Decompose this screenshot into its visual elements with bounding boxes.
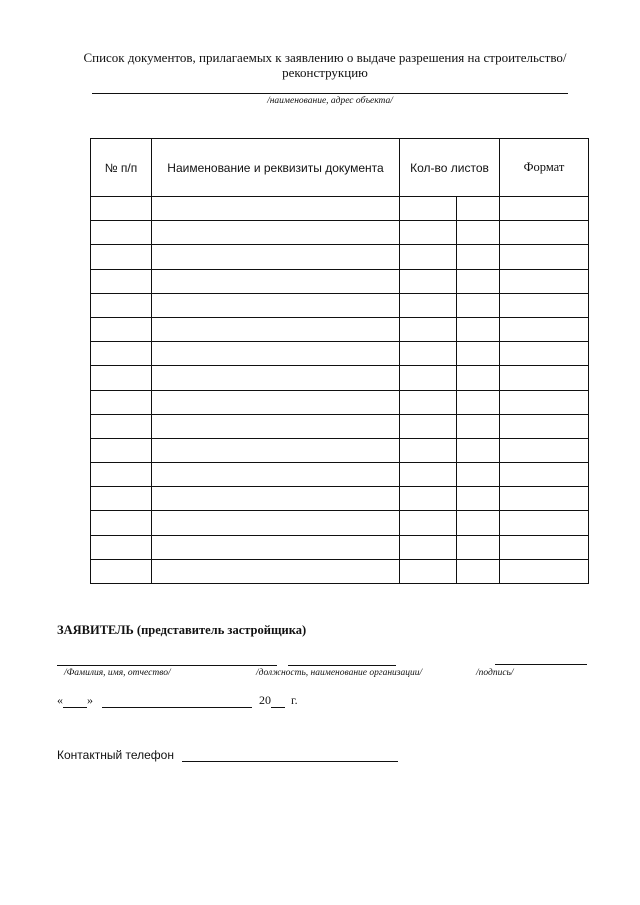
cell-number[interactable] [91,221,152,245]
cell-number[interactable] [91,438,152,462]
cell-number[interactable] [91,293,152,317]
table-row [91,245,589,269]
table-row [91,535,589,559]
name-field[interactable] [57,665,277,666]
table-row [91,414,589,438]
phone-label: Контактный телефон [57,748,174,762]
table-row [91,559,589,583]
cell-document[interactable] [152,511,400,535]
cell-document[interactable] [152,245,400,269]
cell-sheets-b[interactable] [457,317,500,341]
cell-document[interactable] [152,317,400,341]
cell-format[interactable] [500,559,589,583]
cell-sheets-b[interactable] [457,463,500,487]
cell-sheets-a[interactable] [400,414,457,438]
object-caption: /наименование, адрес объекта/ [267,96,393,106]
header-document: Наименование и реквизиты документа [152,139,400,197]
cell-sheets-b[interactable] [457,487,500,511]
cell-sheets-b[interactable] [457,342,500,366]
table-header-row [91,139,589,197]
table-row [91,511,589,535]
cell-format[interactable] [500,245,589,269]
cell-sheets-a[interactable] [400,269,457,293]
object-name-field[interactable] [92,93,568,94]
cell-format[interactable] [500,269,589,293]
cell-number[interactable] [91,197,152,221]
cell-document[interactable] [152,390,400,414]
cell-format[interactable] [500,438,589,462]
cell-sheets-b[interactable] [457,438,500,462]
cell-document[interactable] [152,342,400,366]
cell-sheets-b[interactable] [457,293,500,317]
cell-format[interactable] [500,293,589,317]
applicant-heading: ЗАЯВИТЕЛЬ (представитель застройщика) [57,623,307,637]
table-row [91,487,589,511]
cell-sheets-a[interactable] [400,221,457,245]
position-field[interactable] [288,665,396,666]
table-row [91,342,589,366]
cell-sheets-a[interactable] [400,559,457,583]
cell-sheets-a[interactable] [400,535,457,559]
table-row [91,317,589,341]
cell-format[interactable] [500,342,589,366]
cell-number[interactable] [91,317,152,341]
table-row [91,221,589,245]
cell-document[interactable] [152,293,400,317]
cell-format[interactable] [500,221,589,245]
table-row [91,366,589,390]
table-row [91,269,589,293]
cell-number[interactable] [91,245,152,269]
cell-number[interactable] [91,390,152,414]
cell-sheets-b[interactable] [457,197,500,221]
table-row [91,293,589,317]
cell-sheets-a[interactable] [400,463,457,487]
cell-document[interactable] [152,269,400,293]
cell-format[interactable] [500,414,589,438]
document-title: Список документов, прилагаемых к заявлению о выдаче разрешения на строительство/ реконструкцию [83,50,567,80]
header-sheets: Кол-во листов [400,139,500,197]
cell-document[interactable] [152,487,400,511]
cell-number[interactable] [91,511,152,535]
table-row [91,197,589,221]
open-quote: « [57,693,63,707]
cell-sheets-b[interactable] [457,245,500,269]
cell-number[interactable] [91,559,152,583]
cell-document[interactable] [152,535,400,559]
cell-sheets-a[interactable] [400,317,457,341]
signature-field[interactable] [495,664,587,665]
cell-document[interactable] [152,463,400,487]
cell-document[interactable] [152,197,400,221]
cell-sheets-a[interactable] [400,366,457,390]
table-row [91,463,589,487]
cell-document[interactable] [152,366,400,390]
cell-sheets-a[interactable] [400,342,457,366]
documents-table [90,138,589,584]
year-field[interactable] [271,695,285,708]
day-field[interactable] [63,695,87,708]
phone-field[interactable] [182,749,398,762]
cell-sheets-a[interactable] [400,511,457,535]
cell-format[interactable] [500,317,589,341]
cell-format[interactable] [500,390,589,414]
date-row [57,693,298,708]
cell-sheets-a[interactable] [400,293,457,317]
table-row [91,438,589,462]
signature-caption: /подпись/ [476,668,514,678]
cell-sheets-b[interactable] [457,559,500,583]
cell-format[interactable] [500,366,589,390]
cell-sheets-a[interactable] [400,438,457,462]
year-prefix: 20 [259,693,271,707]
cell-sheets-a[interactable] [400,197,457,221]
header-format: Формат [500,139,589,197]
table-row [91,390,589,414]
cell-document[interactable] [152,221,400,245]
cell-document[interactable] [152,414,400,438]
cell-number[interactable] [91,487,152,511]
cell-sheets-a[interactable] [400,245,457,269]
month-field[interactable] [102,695,252,708]
cell-sheets-b[interactable] [457,366,500,390]
cell-sheets-b[interactable] [457,511,500,535]
close-quote: » [87,693,93,707]
cell-format[interactable] [500,535,589,559]
cell-sheets-a[interactable] [400,487,457,511]
cell-number[interactable] [91,366,152,390]
cell-sheets-b[interactable] [457,269,500,293]
cell-number[interactable] [91,269,152,293]
cell-sheets-b[interactable] [457,221,500,245]
cell-format[interactable] [500,463,589,487]
cell-sheets-a[interactable] [400,390,457,414]
cell-number[interactable] [91,342,152,366]
cell-document[interactable] [152,438,400,462]
cell-number[interactable] [91,414,152,438]
cell-document[interactable] [152,559,400,583]
cell-number[interactable] [91,463,152,487]
cell-format[interactable] [500,197,589,221]
cell-sheets-b[interactable] [457,535,500,559]
cell-format[interactable] [500,487,589,511]
cell-format[interactable] [500,511,589,535]
position-caption: /должность, наименование организации/ [256,668,423,678]
header-number: № п/п [91,139,152,197]
cell-number[interactable] [91,535,152,559]
cell-sheets-b[interactable] [457,414,500,438]
phone-row [57,748,398,762]
cell-sheets-b[interactable] [457,390,500,414]
year-suffix: г. [291,693,298,707]
name-caption: /Фамилия, имя, отчество/ [64,668,171,678]
